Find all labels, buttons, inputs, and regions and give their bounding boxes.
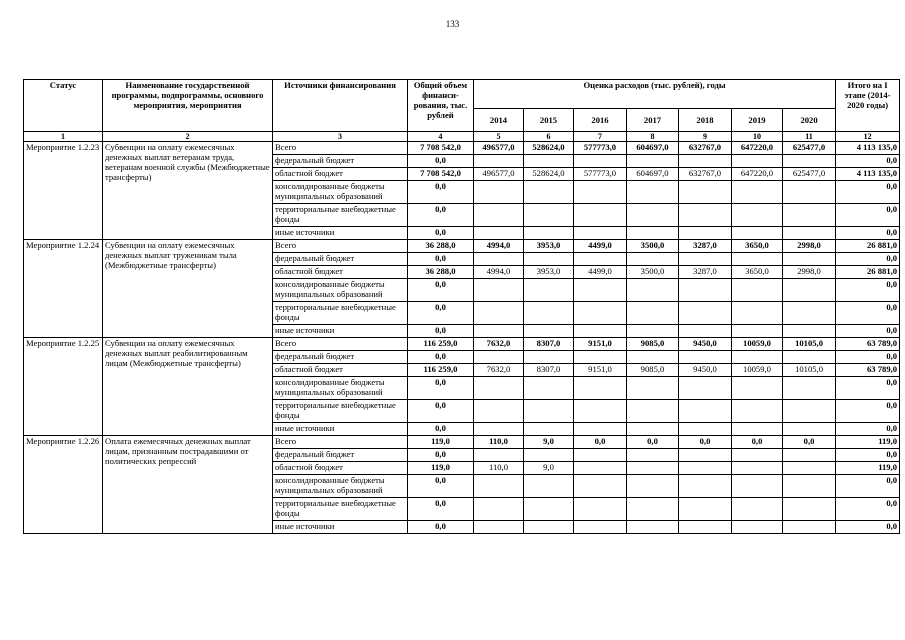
total-volume-cell: 0,0 <box>408 302 474 325</box>
year-value-cell <box>524 279 574 302</box>
year-value-cell: 9151,0 <box>574 364 627 377</box>
year-value-cell: 3500,0 <box>627 266 679 279</box>
column-number: 7 <box>574 132 627 142</box>
header-status: Статус <box>24 80 103 132</box>
year-value-cell <box>627 325 679 338</box>
year-value-cell: 4994,0 <box>474 240 524 253</box>
year-value-cell <box>574 498 627 521</box>
stage-total-cell: 0,0 <box>836 475 900 498</box>
funding-source-cell: федеральный бюджет <box>273 351 408 364</box>
stage-total-cell: 0,0 <box>836 498 900 521</box>
year-value-cell <box>679 498 732 521</box>
year-value-cell: 0,0 <box>783 436 836 449</box>
year-value-cell <box>524 400 574 423</box>
year-value-cell: 10059,0 <box>732 364 783 377</box>
funding-source-cell: территориальные внебюджетные фонды <box>273 498 408 521</box>
year-value-cell <box>783 423 836 436</box>
funding-source-cell: областной бюджет <box>273 266 408 279</box>
total-volume-cell: 0,0 <box>408 475 474 498</box>
year-value-cell: 9,0 <box>524 436 574 449</box>
year-value-cell <box>627 181 679 204</box>
year-value-cell: 0,0 <box>732 436 783 449</box>
year-value-cell <box>679 253 732 266</box>
year-value-cell <box>574 302 627 325</box>
year-value-cell <box>783 253 836 266</box>
table-row <box>24 338 900 351</box>
stage-total-cell: 4 113 135,0 <box>836 168 900 181</box>
year-value-cell <box>732 462 783 475</box>
year-value-cell: 3650,0 <box>732 240 783 253</box>
year-value-cell: 528624,0 <box>524 142 574 155</box>
year-value-cell: 632767,0 <box>679 142 732 155</box>
year-value-cell <box>783 155 836 168</box>
year-value-cell <box>474 155 524 168</box>
year-value-cell <box>627 521 679 534</box>
year-value-cell <box>574 423 627 436</box>
year-value-cell <box>627 155 679 168</box>
year-value-cell: 632767,0 <box>679 168 732 181</box>
year-value-cell: 10105,0 <box>783 364 836 377</box>
year-value-cell <box>783 400 836 423</box>
year-value-cell <box>524 204 574 227</box>
year-value-cell <box>524 423 574 436</box>
year-value-cell <box>783 204 836 227</box>
year-value-cell: 9450,0 <box>679 338 732 351</box>
status-cell: Мероприятие 1.2.25 <box>24 338 103 436</box>
year-value-cell <box>474 521 524 534</box>
year-value-cell <box>732 423 783 436</box>
year-value-cell <box>732 279 783 302</box>
stage-total-cell: 0,0 <box>836 449 900 462</box>
year-value-cell <box>627 400 679 423</box>
total-volume-cell: 0,0 <box>408 377 474 400</box>
column-number: 9 <box>679 132 732 142</box>
year-value-cell: 4994,0 <box>474 266 524 279</box>
total-volume-cell: 0,0 <box>408 204 474 227</box>
year-value-cell <box>732 400 783 423</box>
year-value-cell: 9,0 <box>524 462 574 475</box>
year-value-cell <box>474 181 524 204</box>
stage-total-cell: 26 881,0 <box>836 266 900 279</box>
year-value-cell: 496577,0 <box>474 168 524 181</box>
year-value-cell: 4499,0 <box>574 240 627 253</box>
year-value-cell <box>732 181 783 204</box>
year-value-cell <box>627 377 679 400</box>
stage-total-cell: 0,0 <box>836 400 900 423</box>
year-value-cell <box>627 423 679 436</box>
total-volume-cell: 0,0 <box>408 423 474 436</box>
year-value-cell <box>574 462 627 475</box>
funding-source-cell: федеральный бюджет <box>273 449 408 462</box>
year-value-cell <box>524 449 574 462</box>
year-value-cell <box>574 155 627 168</box>
year-value-cell <box>783 227 836 240</box>
year-value-cell <box>574 377 627 400</box>
year-value-cell: 3953,0 <box>524 266 574 279</box>
total-volume-cell: 0,0 <box>408 253 474 266</box>
year-value-cell <box>732 253 783 266</box>
year-value-cell: 3650,0 <box>732 266 783 279</box>
table-row <box>24 142 900 155</box>
year-value-cell <box>679 351 732 364</box>
stage-total-cell: 0,0 <box>836 279 900 302</box>
year-value-cell <box>574 181 627 204</box>
year-value-cell <box>524 181 574 204</box>
funding-source-cell: Всего <box>273 436 408 449</box>
stage-total-cell: 26 881,0 <box>836 240 900 253</box>
header-year: 2016 <box>574 109 627 132</box>
column-number: 12 <box>836 132 900 142</box>
column-number: 4 <box>408 132 474 142</box>
year-value-cell <box>474 253 524 266</box>
year-value-cell <box>474 302 524 325</box>
year-value-cell <box>474 498 524 521</box>
year-value-cell <box>627 462 679 475</box>
year-value-cell <box>732 377 783 400</box>
year-value-cell <box>679 279 732 302</box>
year-value-cell: 7632,0 <box>474 338 524 351</box>
table-header <box>24 80 900 142</box>
stage-total-cell: 63 789,0 <box>836 338 900 351</box>
year-value-cell: 10105,0 <box>783 338 836 351</box>
year-value-cell <box>679 475 732 498</box>
total-volume-cell: 0,0 <box>408 325 474 338</box>
funding-source-cell: федеральный бюджет <box>273 155 408 168</box>
year-value-cell: 8307,0 <box>524 364 574 377</box>
year-value-cell <box>474 351 524 364</box>
measure-name-cell: Субвенции на оплату ежемесячных денежных выплат труженикам тыла (Межбюджетные трансферты) <box>103 240 273 338</box>
status-cell: Мероприятие 1.2.23 <box>24 142 103 240</box>
stage-total-cell: 0,0 <box>836 253 900 266</box>
year-value-cell: 0,0 <box>627 436 679 449</box>
header-name: Наименование государственной программы, подпрограммы, основного мероприятия, мероприятия <box>103 80 273 132</box>
year-value-cell <box>627 449 679 462</box>
year-value-cell <box>524 351 574 364</box>
year-value-cell <box>474 400 524 423</box>
year-value-cell <box>574 279 627 302</box>
funding-source-cell: Всего <box>273 142 408 155</box>
year-value-cell: 3287,0 <box>679 266 732 279</box>
year-value-cell: 9085,0 <box>627 364 679 377</box>
year-value-cell <box>627 302 679 325</box>
stage-total-cell: 63 789,0 <box>836 364 900 377</box>
page-number: 133 <box>445 19 460 29</box>
header-source: Источники финансирования <box>273 80 408 132</box>
year-value-cell: 577773,0 <box>574 168 627 181</box>
year-value-cell <box>574 475 627 498</box>
funding-source-cell: областной бюджет <box>273 462 408 475</box>
year-value-cell: 3287,0 <box>679 240 732 253</box>
column-number: 10 <box>732 132 783 142</box>
year-value-cell <box>732 449 783 462</box>
year-value-cell <box>474 377 524 400</box>
total-volume-cell: 7 708 542,0 <box>408 142 474 155</box>
year-value-cell: 528624,0 <box>524 168 574 181</box>
funding-source-cell: консолидированные бюджеты муниципальных образований <box>273 377 408 400</box>
header-year: 2014 <box>474 109 524 132</box>
funding-source-cell: иные источники <box>273 521 408 534</box>
year-value-cell <box>732 204 783 227</box>
funding-source-cell: областной бюджет <box>273 364 408 377</box>
status-cell: Мероприятие 1.2.24 <box>24 240 103 338</box>
year-value-cell <box>524 253 574 266</box>
stage-total-cell: 0,0 <box>836 227 900 240</box>
table-row <box>24 436 900 449</box>
year-value-cell <box>524 377 574 400</box>
year-value-cell <box>732 498 783 521</box>
year-value-cell <box>679 227 732 240</box>
total-volume-cell: 0,0 <box>408 400 474 423</box>
year-value-cell <box>574 204 627 227</box>
year-value-cell: 496577,0 <box>474 142 524 155</box>
year-value-cell <box>732 475 783 498</box>
year-value-cell <box>574 400 627 423</box>
total-volume-cell: 0,0 <box>408 351 474 364</box>
year-value-cell: 0,0 <box>574 436 627 449</box>
year-value-cell <box>574 325 627 338</box>
stage-total-cell: 119,0 <box>836 436 900 449</box>
year-value-cell <box>783 181 836 204</box>
year-value-cell <box>679 155 732 168</box>
year-value-cell <box>574 521 627 534</box>
header-year: 2018 <box>679 109 732 132</box>
funding-source-cell: иные источники <box>273 423 408 436</box>
year-value-cell <box>627 498 679 521</box>
stage-total-cell: 0,0 <box>836 181 900 204</box>
funding-source-cell: Всего <box>273 338 408 351</box>
funding-source-cell: консолидированные бюджеты муниципальных образований <box>273 279 408 302</box>
funding-source-cell: территориальные внебюджетные фонды <box>273 302 408 325</box>
stage-total-cell: 119,0 <box>836 462 900 475</box>
year-value-cell <box>732 155 783 168</box>
total-volume-cell: 36 288,0 <box>408 240 474 253</box>
year-value-cell: 110,0 <box>474 436 524 449</box>
funding-source-cell: консолидированные бюджеты муниципальных образований <box>273 475 408 498</box>
year-value-cell <box>732 325 783 338</box>
year-value-cell <box>783 462 836 475</box>
year-value-cell <box>679 181 732 204</box>
year-value-cell <box>732 227 783 240</box>
year-value-cell <box>679 521 732 534</box>
column-number: 6 <box>524 132 574 142</box>
year-value-cell: 625477,0 <box>783 168 836 181</box>
year-value-cell <box>732 351 783 364</box>
year-value-cell <box>783 302 836 325</box>
year-value-cell <box>627 204 679 227</box>
stage-total-cell: 0,0 <box>836 302 900 325</box>
header-year: 2019 <box>732 109 783 132</box>
column-number: 8 <box>627 132 679 142</box>
year-value-cell: 9085,0 <box>627 338 679 351</box>
year-value-cell: 3953,0 <box>524 240 574 253</box>
funding-source-cell: федеральный бюджет <box>273 253 408 266</box>
column-number: 2 <box>103 132 273 142</box>
table-row <box>24 240 900 253</box>
year-value-cell: 7632,0 <box>474 364 524 377</box>
year-value-cell <box>783 475 836 498</box>
year-value-cell <box>574 449 627 462</box>
funding-source-cell: областной бюджет <box>273 168 408 181</box>
total-volume-cell: 119,0 <box>408 436 474 449</box>
year-value-cell <box>679 377 732 400</box>
total-volume-cell: 0,0 <box>408 227 474 240</box>
table-body <box>24 142 900 534</box>
funding-source-cell: территориальные внебюджетные фонды <box>273 204 408 227</box>
year-value-cell <box>524 302 574 325</box>
header-year: 2020 <box>783 109 836 132</box>
total-volume-cell: 0,0 <box>408 279 474 302</box>
funding-source-cell: иные источники <box>273 325 408 338</box>
total-volume-cell: 0,0 <box>408 155 474 168</box>
stage-total-cell: 0,0 <box>836 204 900 227</box>
year-value-cell <box>524 227 574 240</box>
year-value-cell <box>732 521 783 534</box>
stage-total-cell: 0,0 <box>836 155 900 168</box>
column-number: 1 <box>24 132 103 142</box>
year-value-cell <box>783 498 836 521</box>
year-value-cell: 647220,0 <box>732 168 783 181</box>
measure-name-cell: Субвенции на оплату ежемесячных денежных выплат реабилитированным лицам (Межбюджетные трансферты) <box>103 338 273 436</box>
funding-source-cell: Всего <box>273 240 408 253</box>
year-value-cell: 2998,0 <box>783 266 836 279</box>
stage-total-cell: 0,0 <box>836 325 900 338</box>
column-number: 3 <box>273 132 408 142</box>
stage-total-cell: 0,0 <box>836 377 900 400</box>
year-value-cell <box>627 475 679 498</box>
year-value-cell <box>627 279 679 302</box>
year-value-cell <box>679 302 732 325</box>
year-value-cell <box>627 227 679 240</box>
year-value-cell <box>679 462 732 475</box>
total-volume-cell: 0,0 <box>408 521 474 534</box>
total-volume-cell: 7 708 542,0 <box>408 168 474 181</box>
column-number: 11 <box>783 132 836 142</box>
year-value-cell: 10059,0 <box>732 338 783 351</box>
year-value-cell: 110,0 <box>474 462 524 475</box>
total-volume-cell: 36 288,0 <box>408 266 474 279</box>
year-value-cell: 577773,0 <box>574 142 627 155</box>
stage-total-cell: 0,0 <box>836 521 900 534</box>
budget-table <box>23 79 900 534</box>
year-value-cell <box>783 325 836 338</box>
year-value-cell <box>679 400 732 423</box>
funding-source-cell: территориальные внебюджетные фонды <box>273 400 408 423</box>
stage-total-cell: 0,0 <box>836 351 900 364</box>
total-volume-cell: 0,0 <box>408 449 474 462</box>
year-value-cell: 3500,0 <box>627 240 679 253</box>
year-value-cell <box>679 449 732 462</box>
year-value-cell <box>574 351 627 364</box>
total-volume-cell: 116 259,0 <box>408 364 474 377</box>
year-value-cell <box>474 227 524 240</box>
year-value-cell: 0,0 <box>679 436 732 449</box>
year-value-cell <box>474 475 524 498</box>
column-numbers-row <box>24 132 900 142</box>
year-value-cell: 2998,0 <box>783 240 836 253</box>
year-value-cell <box>783 449 836 462</box>
year-value-cell <box>679 204 732 227</box>
year-value-cell <box>474 449 524 462</box>
year-value-cell <box>524 521 574 534</box>
total-volume-cell: 0,0 <box>408 181 474 204</box>
measure-name-cell: Субвенции на оплату ежемесячных денежных выплат ветеранам труда, ветеранам военной службы (Межбюджетные трансферты) <box>103 142 273 240</box>
year-value-cell: 625477,0 <box>783 142 836 155</box>
year-value-cell <box>524 498 574 521</box>
year-value-cell <box>783 521 836 534</box>
year-value-cell <box>679 423 732 436</box>
year-value-cell: 8307,0 <box>524 338 574 351</box>
year-value-cell <box>474 204 524 227</box>
year-value-cell: 9151,0 <box>574 338 627 351</box>
year-value-cell <box>474 423 524 436</box>
header-year: 2017 <box>627 109 679 132</box>
year-value-cell <box>524 155 574 168</box>
year-value-cell <box>574 253 627 266</box>
year-value-cell <box>524 325 574 338</box>
year-value-cell <box>783 377 836 400</box>
year-value-cell <box>524 475 574 498</box>
status-cell: Мероприятие 1.2.26 <box>24 436 103 534</box>
year-value-cell: 647220,0 <box>732 142 783 155</box>
year-value-cell <box>679 325 732 338</box>
year-value-cell <box>474 279 524 302</box>
stage-total-cell: 4 113 135,0 <box>836 142 900 155</box>
total-volume-cell: 0,0 <box>408 498 474 521</box>
header-total-volume: Общий объем финанси-рования, тыс. рублей <box>408 80 474 132</box>
year-value-cell <box>627 253 679 266</box>
year-value-cell: 9450,0 <box>679 364 732 377</box>
measure-name-cell: Оплата ежемесячных денежных выплат лицам, признанным пострадавшими от политических репрессий <box>103 436 273 534</box>
year-value-cell: 4499,0 <box>574 266 627 279</box>
funding-source-cell: консолидированные бюджеты муниципальных образований <box>273 181 408 204</box>
year-value-cell <box>474 325 524 338</box>
year-value-cell <box>574 227 627 240</box>
header-estimate: Оценка расходов (тыс. рублей), годы <box>474 80 836 109</box>
funding-source-cell: иные источники <box>273 227 408 240</box>
year-value-cell <box>627 351 679 364</box>
year-value-cell <box>783 351 836 364</box>
year-value-cell <box>783 279 836 302</box>
header-stage-total: Итого на I этапе (2014-2020 годы) <box>836 80 900 132</box>
year-value-cell: 604697,0 <box>627 142 679 155</box>
total-volume-cell: 119,0 <box>408 462 474 475</box>
stage-total-cell: 0,0 <box>836 423 900 436</box>
column-number: 5 <box>474 132 524 142</box>
year-value-cell <box>732 302 783 325</box>
header-year: 2015 <box>524 109 574 132</box>
year-value-cell: 604697,0 <box>627 168 679 181</box>
total-volume-cell: 116 259,0 <box>408 338 474 351</box>
